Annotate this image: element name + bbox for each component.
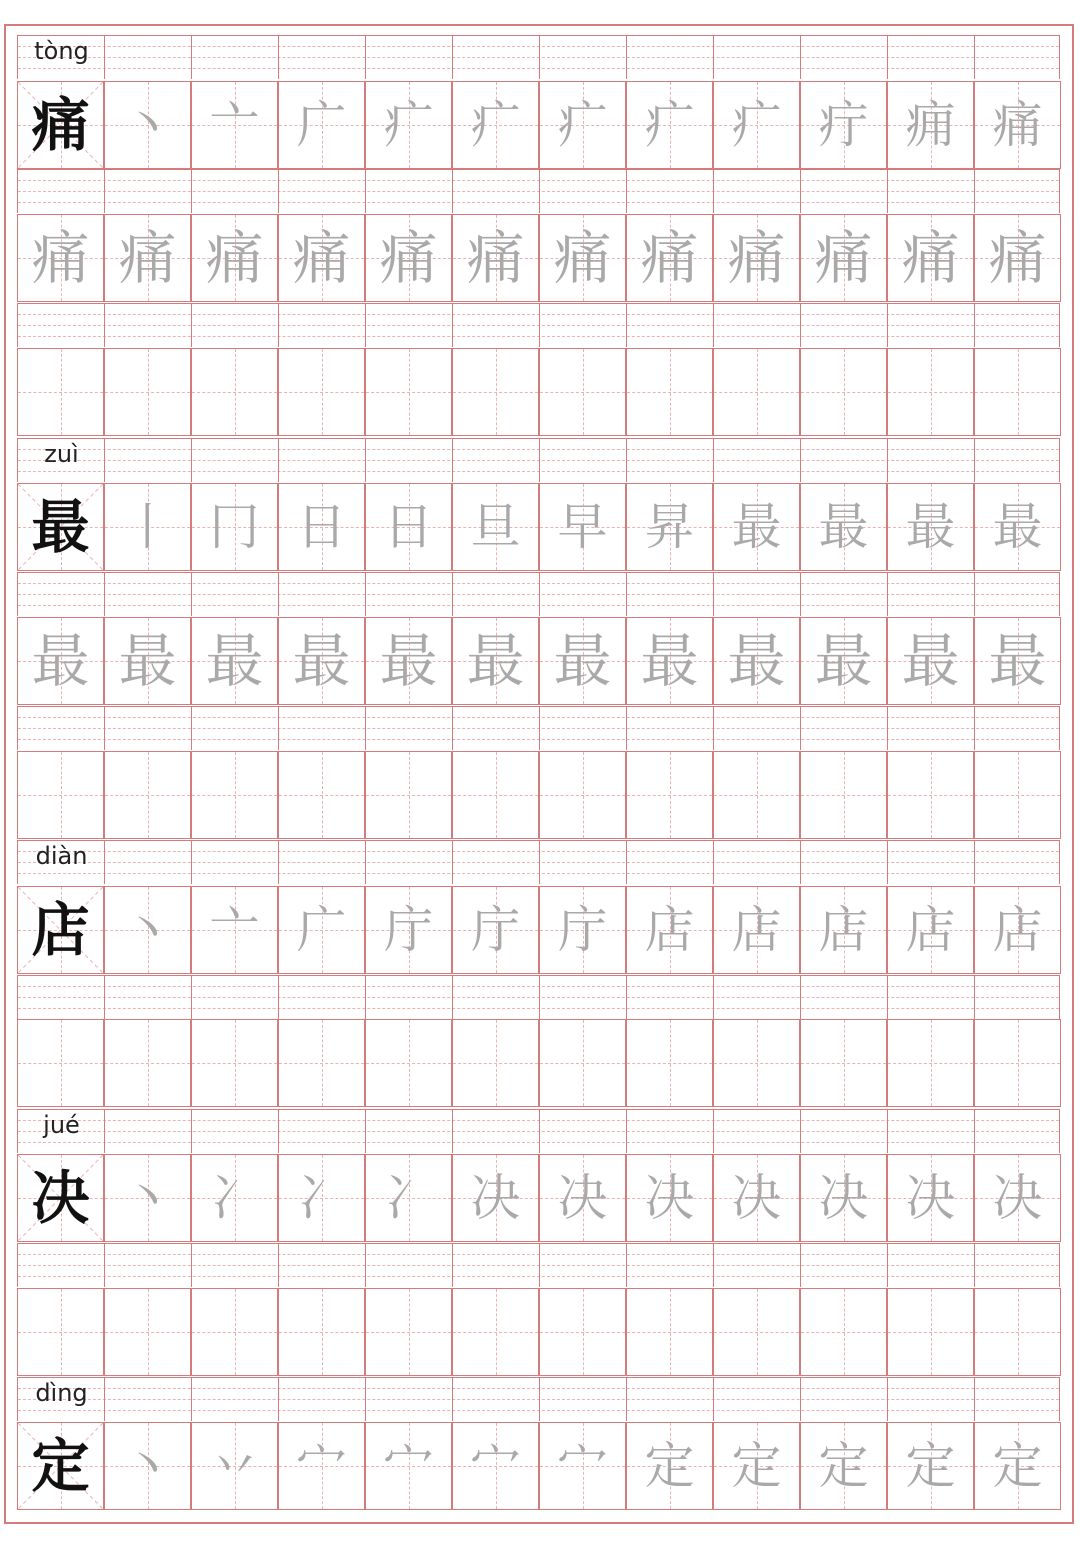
blank-practice-cell[interactable] [887,751,974,839]
trace-cell[interactable] [974,617,1061,705]
blank-practice-cell[interactable] [191,751,278,839]
blank-practice-cell[interactable] [452,1288,539,1376]
blank-practice-cell[interactable] [800,348,887,436]
blank-practice-cell[interactable] [104,751,191,839]
pinyin-label: zuì [44,440,79,468]
stroke-step-glyph: 日 [296,498,347,556]
stroke-step-glyph: 丶 [122,96,173,154]
stroke-order-cell [452,81,539,169]
trace-cell[interactable] [278,617,365,705]
stroke-step-glyph: 疒 [731,96,782,154]
model-character: 痛 [31,91,90,159]
stroke-step-glyph: 广 [296,901,347,959]
model-character: 最 [31,493,90,561]
stroke-step-glyph: 疒 [383,96,434,154]
stroke-order-cell [887,1154,974,1242]
blank-practice-cell[interactable] [278,1288,365,1376]
blank-practice-cell[interactable] [17,348,104,436]
blank-practice-cell[interactable] [365,1019,452,1107]
stroke-order-cell [452,483,539,571]
model-character-cell [17,483,104,571]
blank-practice-cell[interactable] [539,751,626,839]
stroke-order-cell [278,81,365,169]
stroke-step-glyph: 决 [644,1169,695,1227]
trace-cell[interactable] [452,214,539,302]
stroke-order-cell [278,1154,365,1242]
stroke-step-glyph: 丶 [122,1169,173,1227]
blank-practice-cell[interactable] [626,1288,713,1376]
blank-practice-cell[interactable] [800,751,887,839]
stroke-order-cell [713,886,800,974]
blank-practice-cell[interactable] [17,751,104,839]
stroke-step-glyph: 疒 [644,96,695,154]
stroke-step-glyph: 冫 [296,1169,347,1227]
stroke-order-cell [887,886,974,974]
stroke-step-glyph: 疒 [557,96,608,154]
blank-practice-cell[interactable] [539,1019,626,1107]
stroke-order-cell [800,1154,887,1242]
blank-practice-cell[interactable] [974,751,1061,839]
stroke-step-glyph: 店 [644,901,695,959]
stroke-order-cell [365,81,452,169]
stroke-order-cell [365,1422,452,1510]
stroke-order-cell [800,81,887,169]
stroke-order-cell [104,1422,191,1510]
trace-character: 痛 [553,224,612,292]
stroke-order-cell [191,1154,278,1242]
stroke-order-cell [191,886,278,974]
stroke-order-cell [713,81,800,169]
stroke-step-glyph: 丶 [122,901,173,959]
stroke-step-glyph: 最 [818,498,869,556]
stroke-order-cell [191,483,278,571]
blank-practice-cell[interactable] [452,1019,539,1107]
blank-practice-cell[interactable] [278,751,365,839]
stroke-step-glyph: 痛 [992,96,1043,154]
trace-character: 痛 [640,224,699,292]
stroke-step-glyph: 定 [644,1437,695,1495]
trace-cell[interactable] [365,214,452,302]
trace-character: 痛 [292,224,351,292]
stroke-order-cell [104,886,191,974]
stroke-step-glyph: 日 [383,498,434,556]
stroke-order-cell [104,1154,191,1242]
stroke-order-cell [452,886,539,974]
stroke-step-glyph: 定 [992,1437,1043,1495]
stroke-order-cell [800,886,887,974]
pinyin-label: dìng [35,1379,88,1407]
trace-cell[interactable] [626,214,713,302]
blank-practice-cell[interactable] [887,1019,974,1107]
pinyin-row [17,169,1060,213]
trace-character: 最 [553,627,612,695]
pinyin-row [17,572,1060,616]
stroke-order-cell [974,483,1061,571]
stroke-step-glyph: 决 [557,1169,608,1227]
stroke-step-glyph: 冫 [209,1169,260,1227]
trace-cell[interactable] [191,617,278,705]
blank-practice-cell[interactable] [887,1288,974,1376]
trace-character: 痛 [814,224,873,292]
pinyin-row [17,35,1060,79]
stroke-step-glyph: 决 [905,1169,956,1227]
stroke-step-glyph: 冫 [383,1169,434,1227]
stroke-step-glyph: 店 [992,901,1043,959]
model-character-cell [17,81,104,169]
stroke-order-cell [713,1422,800,1510]
blank-practice-cell[interactable] [626,348,713,436]
blank-practice-cell[interactable] [17,1288,104,1376]
model-character: 店 [31,896,90,964]
trace-cell[interactable] [104,617,191,705]
stroke-step-glyph: 疒 [470,96,521,154]
stroke-order-cell [365,483,452,571]
stroke-order-cell [626,1422,713,1510]
trace-character: 最 [205,627,264,695]
trace-character: 痛 [31,224,90,292]
stroke-step-glyph: 定 [905,1437,956,1495]
blank-practice-cell[interactable] [974,348,1061,436]
stroke-order-cell [800,483,887,571]
blank-practice-cell[interactable] [800,1288,887,1376]
trace-character: 最 [988,627,1047,695]
stroke-order-cell [539,1422,626,1510]
blank-practice-cell[interactable] [104,348,191,436]
trace-cell[interactable] [539,617,626,705]
blank-practice-cell[interactable] [713,751,800,839]
trace-character: 痛 [379,224,438,292]
stroke-step-glyph: 庁 [557,901,608,959]
stroke-order-cell [539,886,626,974]
stroke-step-glyph: 宀 [296,1437,347,1495]
stroke-order-cell [191,81,278,169]
model-character-cell [17,1154,104,1242]
pinyin-row [17,303,1060,347]
stroke-step-glyph: 决 [731,1169,782,1227]
pinyin-row [17,975,1060,1019]
stroke-order-cell [104,483,191,571]
trace-character: 最 [466,627,525,695]
pinyin-row [17,1377,1060,1421]
blank-practice-cell[interactable] [539,1288,626,1376]
stroke-step-glyph: 定 [818,1437,869,1495]
stroke-order-cell [713,1154,800,1242]
trace-cell[interactable] [365,617,452,705]
pinyin-row [17,1109,1060,1153]
blank-practice-cell[interactable] [104,1288,191,1376]
stroke-order-cell [974,81,1061,169]
trace-cell[interactable] [17,214,104,302]
stroke-order-cell [887,1422,974,1510]
stroke-step-glyph: 旦 [470,498,521,556]
stroke-step-glyph: 店 [731,901,782,959]
stroke-step-glyph: 亠 [209,96,260,154]
pinyin-row [17,840,1060,884]
stroke-step-glyph: 定 [731,1437,782,1495]
trace-character: 痛 [205,224,264,292]
trace-cell[interactable] [539,214,626,302]
blank-practice-cell[interactable] [365,348,452,436]
trace-character: 最 [31,627,90,695]
trace-character: 最 [640,627,699,695]
pinyin-label: tòng [34,37,89,65]
trace-cell[interactable] [800,617,887,705]
trace-cell[interactable] [104,214,191,302]
blank-practice-cell[interactable] [887,348,974,436]
stroke-step-glyph: 最 [905,498,956,556]
trace-cell[interactable] [626,617,713,705]
blank-practice-cell[interactable] [713,348,800,436]
stroke-order-cell [278,886,365,974]
trace-character: 痛 [901,224,960,292]
pinyin-label: diàn [35,842,88,870]
blank-practice-cell[interactable] [365,751,452,839]
trace-character: 最 [901,627,960,695]
stroke-step-glyph: 丶 [122,1437,173,1495]
stroke-order-cell [626,483,713,571]
trace-character: 痛 [727,224,786,292]
stroke-step-glyph: 广 [296,96,347,154]
blank-practice-cell[interactable] [974,1019,1061,1107]
blank-practice-cell[interactable] [278,348,365,436]
stroke-order-cell [104,81,191,169]
stroke-step-glyph: 宀 [557,1437,608,1495]
trace-cell[interactable] [278,214,365,302]
stroke-order-cell [800,1422,887,1510]
stroke-order-cell [452,1154,539,1242]
stroke-step-glyph: 昇 [644,498,695,556]
stroke-step-glyph: 痈 [905,96,956,154]
blank-practice-cell[interactable] [626,1019,713,1107]
trace-cell[interactable] [800,214,887,302]
stroke-order-cell [626,1154,713,1242]
blank-practice-cell[interactable] [104,1019,191,1107]
stroke-order-cell [539,1154,626,1242]
pinyin-row [17,438,1060,482]
stroke-order-cell [626,81,713,169]
pinyin-label: jué [43,1111,80,1139]
trace-character: 最 [292,627,351,695]
stroke-step-glyph: 庁 [470,901,521,959]
stroke-order-cell [974,886,1061,974]
model-character-cell [17,1422,104,1510]
stroke-step-glyph: 决 [992,1169,1043,1227]
trace-cell[interactable] [191,214,278,302]
stroke-order-cell [365,1154,452,1242]
stroke-order-cell [539,81,626,169]
stroke-step-glyph: 庁 [383,901,434,959]
stroke-step-glyph: 最 [992,498,1043,556]
blank-practice-cell[interactable] [17,1019,104,1107]
trace-cell[interactable] [17,617,104,705]
blank-practice-cell[interactable] [365,1288,452,1376]
pinyin-row [17,1243,1060,1287]
blank-practice-cell[interactable] [191,348,278,436]
stroke-order-cell [278,483,365,571]
trace-character: 痛 [118,224,177,292]
stroke-step-glyph: 宀 [470,1437,521,1495]
stroke-order-cell [974,1154,1061,1242]
stroke-order-cell [887,81,974,169]
stroke-step-glyph: 决 [818,1169,869,1227]
stroke-step-glyph: 早 [557,498,608,556]
stroke-order-cell [278,1422,365,1510]
stroke-step-glyph: 店 [905,901,956,959]
model-character-cell [17,886,104,974]
stroke-step-glyph: 丷 [209,1437,260,1495]
stroke-step-glyph: 疔 [818,96,869,154]
blank-practice-cell[interactable] [191,1288,278,1376]
trace-cell[interactable] [452,617,539,705]
stroke-step-glyph: 亠 [209,901,260,959]
blank-practice-cell[interactable] [539,348,626,436]
stroke-order-cell [191,1422,278,1510]
blank-practice-cell[interactable] [713,1019,800,1107]
trace-cell[interactable] [974,214,1061,302]
trace-cell[interactable] [887,617,974,705]
stroke-step-glyph: 决 [470,1169,521,1227]
trace-cell[interactable] [887,214,974,302]
model-character: 决 [31,1164,90,1232]
trace-character: 痛 [466,224,525,292]
trace-character: 最 [814,627,873,695]
stroke-order-cell [365,886,452,974]
blank-practice-cell[interactable] [800,1019,887,1107]
stroke-order-cell [713,483,800,571]
trace-cell[interactable] [713,214,800,302]
trace-character: 最 [118,627,177,695]
trace-cell[interactable] [713,617,800,705]
stroke-order-cell [452,1422,539,1510]
stroke-step-glyph: 冂 [209,498,260,556]
model-character: 定 [31,1432,90,1500]
pinyin-row [17,706,1060,750]
stroke-order-cell [539,483,626,571]
blank-practice-cell[interactable] [278,1019,365,1107]
trace-character: 痛 [988,224,1047,292]
blank-practice-cell[interactable] [713,1288,800,1376]
stroke-step-glyph: 丨 [122,498,173,556]
stroke-step-glyph: 最 [731,498,782,556]
stroke-step-glyph: 店 [818,901,869,959]
blank-practice-cell[interactable] [626,751,713,839]
trace-character: 最 [379,627,438,695]
blank-practice-cell[interactable] [974,1288,1061,1376]
blank-practice-cell[interactable] [191,1019,278,1107]
blank-practice-cell[interactable] [452,348,539,436]
stroke-order-cell [974,1422,1061,1510]
trace-character: 最 [727,627,786,695]
stroke-order-cell [887,483,974,571]
stroke-order-cell [626,886,713,974]
blank-practice-cell[interactable] [452,751,539,839]
stroke-step-glyph: 宀 [383,1437,434,1495]
